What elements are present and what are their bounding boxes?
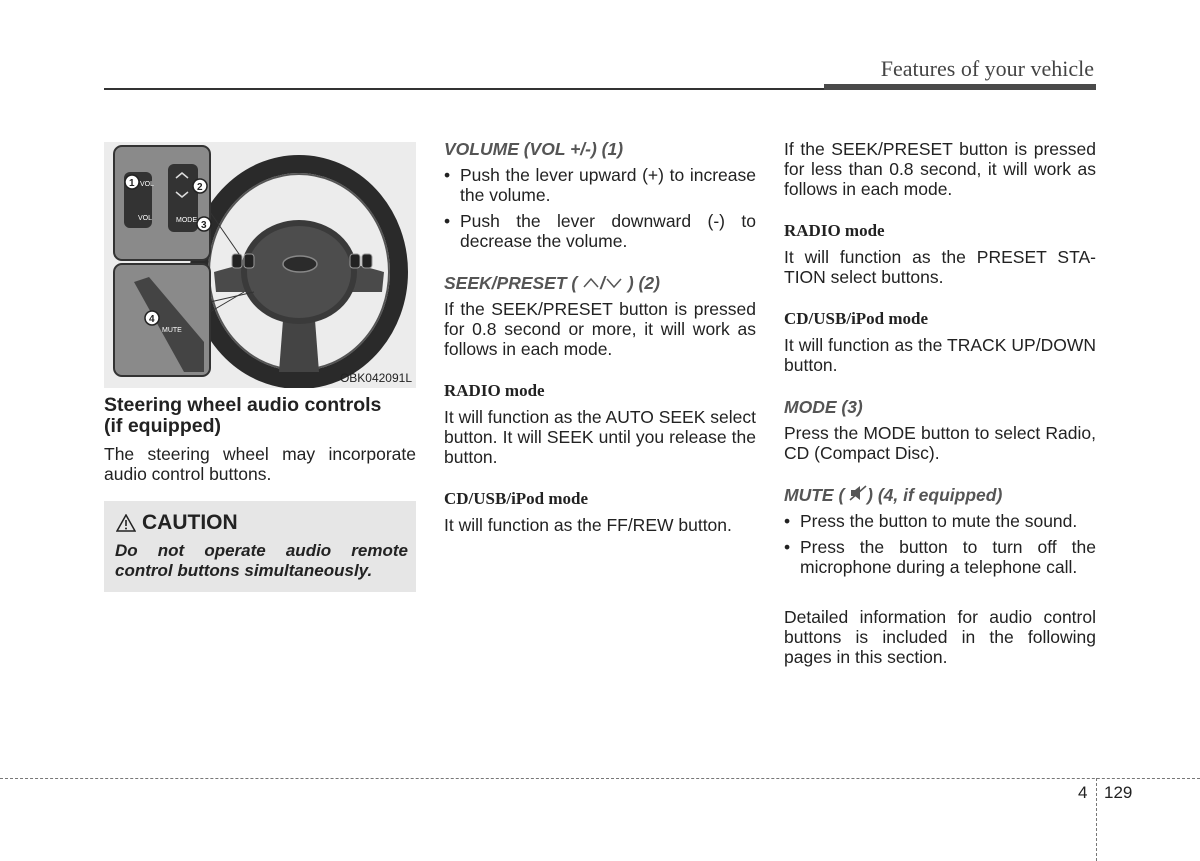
warning-triangle-icon bbox=[116, 514, 136, 532]
intro-text: The steering wheel may incorporate audio control buttons. bbox=[104, 444, 416, 484]
radio-mode-heading: RADIO mode bbox=[444, 381, 545, 400]
svg-text:3: 3 bbox=[201, 220, 207, 231]
steering-wheel-figure bbox=[104, 142, 416, 388]
section-title-line-2: (if equipped) bbox=[104, 415, 221, 437]
mute-heading: MUTE ( ) (4, if equipped) bbox=[784, 485, 1003, 505]
chapter-number: 4 bbox=[1078, 783, 1088, 802]
list-item: • Press the button to turn off the microphone during a telephone call. bbox=[784, 537, 1096, 577]
seek-short-text: If the SEEK/PRESET button is pressed for less than 0.8 second, it will work as follows in each mode. bbox=[784, 139, 1096, 199]
mode-text: Press the MODE button to select Radio, CD (Compact Disc). bbox=[784, 423, 1096, 463]
footer-rule bbox=[0, 778, 1200, 779]
svg-text:1: 1 bbox=[129, 178, 135, 189]
cd-mode-heading: CD/USB/iPod mode bbox=[444, 489, 589, 508]
list-item: • Press the button to mute the sound. bbox=[784, 511, 1096, 531]
page-number: 129 bbox=[1104, 783, 1133, 802]
callout-4 bbox=[145, 311, 159, 325]
radio-mode-heading: RADIO mode bbox=[784, 221, 885, 240]
chevron-down-icon bbox=[605, 277, 623, 289]
column-1 bbox=[104, 395, 416, 484]
vol-plus-label: VOL bbox=[140, 181, 155, 188]
steering-wheel-illustration bbox=[104, 142, 416, 388]
section-title-line-1: Steering wheel audio controls bbox=[104, 394, 382, 416]
svg-text:2: 2 bbox=[197, 182, 203, 193]
footer-divider bbox=[1096, 778, 1097, 861]
chevron-up-icon bbox=[582, 277, 600, 289]
mute-label: MUTE bbox=[162, 327, 182, 334]
page-header-title: Features of your vehicle bbox=[880, 56, 1094, 81]
cd-mode-heading: CD/USB/iPod mode bbox=[784, 309, 929, 328]
mute-speaker-icon bbox=[849, 485, 867, 501]
mute-list bbox=[784, 511, 1096, 577]
radio-mode-text: It will function as the PRESET STA-TION select buttons. bbox=[784, 247, 1096, 287]
mode-label: MODE bbox=[176, 217, 197, 224]
mode-heading: MODE (3) bbox=[784, 397, 863, 417]
caution-text: Do not operate audio remote control buttons simultaneously. bbox=[115, 541, 408, 580]
figure-caption: OBK042091L bbox=[339, 371, 412, 385]
callout-1 bbox=[125, 175, 139, 189]
section-title bbox=[104, 395, 416, 437]
vol-minus-label: VOL bbox=[138, 215, 153, 222]
cd-mode-text: It will function as the TRACK UP/DOWN button. bbox=[784, 335, 1096, 375]
column-2 bbox=[444, 139, 756, 535]
svg-text:4: 4 bbox=[149, 314, 155, 325]
list-item: • Push the lever downward (-) to decrease the volume. bbox=[444, 211, 756, 251]
seek-heading: SEEK/PRESET ( / ) (2) bbox=[444, 273, 660, 293]
detail-text: Detailed information for audio control buttons is included in the following pages in this section. bbox=[784, 607, 1096, 667]
radio-mode-text: It will function as the AUTO SEEK select button. It will SEEK until you release the button. bbox=[444, 407, 756, 467]
cd-mode-text: It will function as the FF/REW button. bbox=[444, 515, 732, 535]
header-rule-accent bbox=[824, 84, 1096, 90]
caution-box bbox=[104, 501, 416, 592]
column-3 bbox=[784, 139, 1096, 667]
list-item: • Push the lever upward (+) to increase the volume. bbox=[444, 165, 756, 205]
seek-long-text: If the SEEK/PRESET button is pressed for 0.8 second or more, it will work as follows in each mode. bbox=[444, 299, 756, 359]
caution-title: CAUTION bbox=[142, 511, 238, 534]
volume-list bbox=[444, 165, 756, 251]
callout-2 bbox=[193, 179, 207, 193]
callout-3 bbox=[197, 217, 211, 231]
caution-heading bbox=[116, 511, 238, 535]
volume-heading: VOLUME (VOL +/-) (1) bbox=[444, 139, 624, 159]
